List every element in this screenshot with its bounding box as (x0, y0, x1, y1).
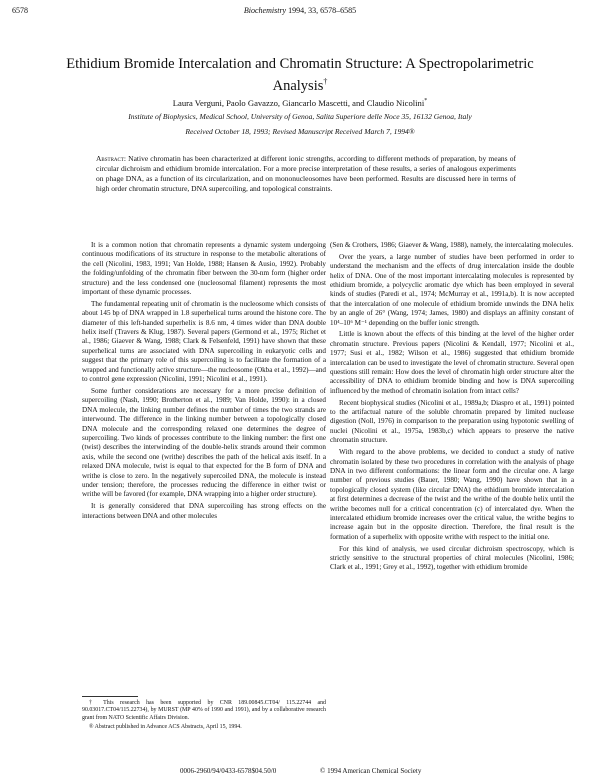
article-title (40, 56, 560, 95)
footnotes (82, 696, 326, 733)
paragraph: (Sen & Crothers, 1986; Giaever & Wang, 1988), namely, the intercalating molecules. (330, 241, 574, 249)
article-code: 0006-2960/94/0433-6578$04.50/0 (180, 767, 277, 775)
abstract-text: Native chromatin has been characterized at different ionic strengths, according to different methods of preparation, by means of circular dichroism and ethidium bromide intercalation. For a more precise interpretation of these results, a series of analogous experiments on phage DNA, as a function of its circularization, and on mononucleosomes have been performed. Results are discussed here in terms of high order chromatin structure, DNA supercoiling, and topological constraints. (96, 154, 516, 193)
paragraph: Over the years, a large number of studies have been performed in order to understand the mechanism and the effects of drug intercalation inside the double helix of DNA. One of the most important intercalating molecules is represented by ethidium bromide, a polycyclic aromatic dye which has been employed in several kinds of studies (Paredi et al., 1974; McMurray et al., 1991a,b). It is now accepted that the intercalation of one molecule of ethidium bromide unwinds the DNA helix by an angle of 26° (Wang, 1974; James, 1980) and displays an affinity constant of 10⁴–10⁶ M⁻¹ depending on the buffer ionic strength. (330, 252, 574, 327)
author-footnote-mark: * (424, 98, 428, 105)
paragraph: It is generally considered that DNA supercoiling has strong effects on the interactions between DNA and other molecules (82, 502, 326, 520)
journal-name: Biochemistry (243, 6, 287, 15)
body-column-right (330, 241, 574, 575)
footnote-rule (82, 696, 138, 697)
abstract-label: Abstract: (96, 154, 127, 163)
author-names: Laura Verguni, Paolo Gavazzo, Giancarlo Mascetti, and Claudio Nicolini (172, 98, 425, 108)
journal-volume-pages: 1994, 33, 6578–6585 (286, 6, 357, 15)
paragraph: Some further considerations are necessary for a more precise definition of supercoiling (Nash, 1990; Brotherton et al., 1989; Van Holde, 1990): in a closed DNA molecule, the linking number defines the number of times the two strands are interwound. The difference in the linking number between a topologically closed DNA molecule and the corresponding relaxed one determines the degree of supercoiling. Two kinds of processes contribute to the linking number: the first one (twist) describes the interwinding of the double-helix strands around their common axis, while the second one (writhe) describes the path of the helical axis itself. In a relaxed DNA molecule, twist is equal to that expected for the B form of DNA and writhe is close to zero. In the negatively supercoiled DNA, the molecule is instead under tension; therefore, the processes reducing the difference in either twist or writhe will be favored (for example, DNA wrapping into a higher order structure). (82, 386, 326, 499)
footnote: † This research has been supported by CNR 189.00845.CT04/ 115.22744 and 90.03017.CT04/115.22734), by MURST (MP 40% of 1990 and 1991), and by a collaborative research grant from NATO Scientific Affairs Division. (82, 700, 326, 721)
journal-citation (0, 6, 600, 15)
paragraph: The fundamental repeating unit of chromatin is the nucleosome which consists of about 145 bp of DNA wrapped in 1.8 superhelical turns around the histone core. The diameter of this left-handed superhelix is 8.6 nm, 4 times wider than DNA double helix itself (Travers & Klug, 1987). Several papers (Germond et al., 1975; Richet et al., 1986; Giaever & Wang, 1988; Clark & Felsenfeld, 1991) have shown that these superhelical turns are associated with DNA supercoiling in eukaryotic cells and suggest that the primary role of this supercoiling is to facilitate the formation of a wrapped and functionally active structure—the nucleosome (Okba et al., 1992)—and to control gene expression (Nicolini, 1991; Nicolini et al., 1991). (82, 299, 326, 384)
paragraph: Little is known about the effects of this binding at the level of the higher order chromatin structure. Previous papers (Nicolini & Kendall, 1977; Nicolini et al., 1977; Susi et al., 1982; Wilson et al., 1986) suggested that ethidium bromide intercalation can be used to investigate the level of chromatin structure. Several open questions still remain: How does the level of chromatin high order structure alter the accessibility of DNA to ethidium bromide binding and how is DNA supercoiling influenced by the method of chromatin isolation from intact cells? (330, 330, 574, 395)
paragraph: For this kind of analysis, we used circular dichroism spectroscopy, which is strictly sensitive to the structural properties of chiral molecules (Nicolini, 1986; Clark et al., 1991; Grey et al., 1992), together with ethidium bromide (330, 544, 574, 572)
running-header (0, 6, 600, 18)
paragraph: With regard to the above problems, we decided to conduct a study of native chromatin isolated by these two procedures in correlation with the analysis of phage DNA in two different conformations: the linear form and the circular one. A large number of previous studies (Bauer, 1980; Wang, 1990) have shown that in a topologically closed system (like circular DNA) the ethidium bromide intercalation at first determines a decrease of the twist and the writhe of the double helix until the writhe becomes null for a critical concentration (c) of intercalated dye. When the intercalated ethidium bromide increases over the critical value, the writhe begins to increase again but in the opposite direction. Therefore, the final result is the formation of a superhelix with opposite writhe with respect to the initial one. (330, 448, 574, 541)
received-dates: Received October 18, 1993; Revised Manuscript Received March 7, 1994® (185, 127, 415, 136)
paragraph: It is a common notion that chromatin represents a dynamic system undergoing continuous modifications of its structure in response to the metabolic alterations of the cell (Nicolini, 1983, 1991; Van Holde, 1988; Hansen & Ausio, 1992). Probably the folding/unfolding of the chromatin fiber between the 30-nm form (higher order structure) and the less condensed one (nucleosomal filament) represents the most important of these dynamic processes. (82, 241, 326, 297)
footnote: ® Abstract published in Advance ACS Abstracts, April 15, 1994. (89, 723, 242, 730)
abstract (96, 154, 516, 194)
article-title-text: Ethidium Bromide Intercalation and Chromatin Structure: A Spectropolarimetric Analysis (66, 56, 534, 94)
title-footnote-mark: † (323, 77, 328, 86)
page-number: 6578 (12, 6, 28, 15)
paragraph: Recent biophysical studies (Nicolini et al., 1989a,b; Diaspro et al., 1991) pointed to the artifactual nature of the soluble chromatin prepared by limited nuclease digestion (Noll, 1976) in comparison to the preparation using hypotonic swelling of nuclei (Nicolini et al., 1975a, 1983b,c) which appears to preserve the native chromatin structure. (330, 398, 574, 445)
author-list (40, 98, 560, 108)
body-column-left (82, 241, 326, 523)
affiliation: Institute of Biophysics, Medical School, University of Genoa, Salita Superiore delle Noce 35, 16132 Genoa, Italy (128, 112, 472, 121)
copyright-notice: © 1994 American Chemical Society (320, 767, 422, 775)
